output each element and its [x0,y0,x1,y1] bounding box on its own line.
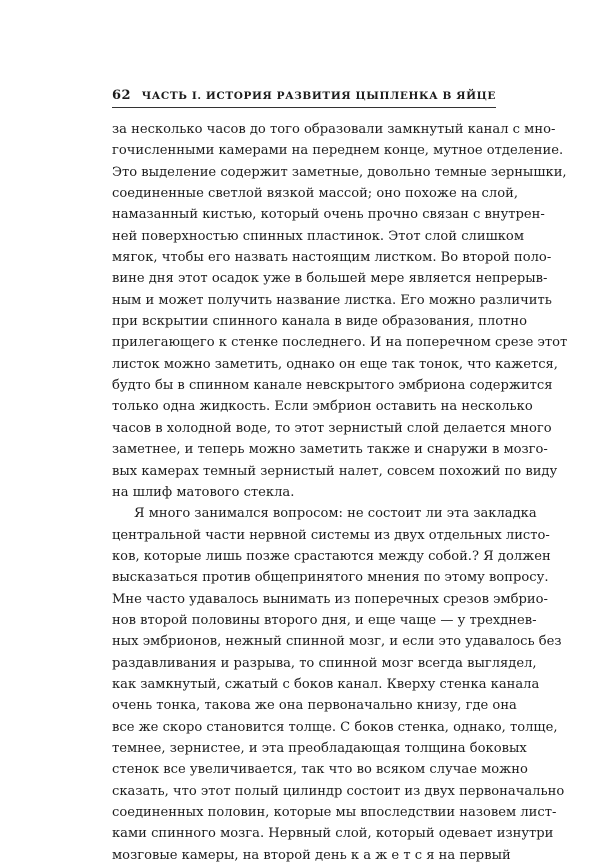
text-line: соединенных половин, которые мы впоследствии назовем лист- [112,805,557,820]
text-line: нов второй половины второго дня, и еще чаще — у трехднев- [112,612,537,628]
body-text [112,119,568,866]
text-line: стенок все увеличивается, так что во всяком случае можно [112,762,528,778]
text-line: высказаться против общепринятого мнения по этому вопросу. [112,570,549,586]
text-line: Мне часто удавалось вынимать из поперечных срезов эмбрио- [112,591,548,607]
text-line: прилегающего к стенке последнего. И на поперечном срезе этот [112,335,568,351]
text-line: мягок, чтобы его назвать настоящим листком. Во второй поло- [112,250,552,266]
text-line: раздавливания и разрыва, то спинной мозг всегда выглядел, [112,655,537,671]
text-line: ками спинного мозга. Нервный слой, который одевает изнутри [112,826,554,842]
text-line: ным и может получить название листка. Его можно различить [112,292,552,308]
header-rule [112,107,496,108]
text-line: на шлиф матового стекла. [112,484,295,500]
text-line: ней поверхностью спинных пластинок. Этот слой слишком [112,228,524,244]
text-line: будто бы в спинном канале невскрытого эмбриона содержится [112,378,553,394]
running-head [112,86,496,106]
text-line: вых камерах темный зернистый налет, совсем похожий по виду [112,463,558,479]
text-line: Я много занимался вопросом: не состоит ли эта закладка [134,506,537,522]
text-line: заметнее, и теперь можно заметить также и снаружи в мозго- [112,442,548,458]
text-line: при вскрытии спинного канала в виде образования, плотно [112,314,527,330]
text-line: соединенные светлой вязкой массой; оно похоже на слой, [112,186,518,202]
text-line: намазанный кистью, который очень прочно связан с внутрен- [112,207,545,223]
chapter-title: ЧАСТЬ I. ИСТОРИЯ РАЗВИТИЯ ЦЫПЛЕНКА В ЯЙЦЕ [141,90,496,102]
text-line: листок можно заметить, однако он еще так тонок, что кажется, [112,356,558,372]
text-line: гочисленными камерами на переднем конце, мутное отделение. [112,143,564,159]
text-line: очень тонка, такова же она первоначально книзу, где она [112,698,517,714]
text-line: как замкнутый, сжатый с боков канал. Кверху стенка канала [112,676,540,692]
text-line: часов в холодной воде, то этот зернистый слой делается много [112,420,552,436]
paragraph [112,503,565,866]
text-line: Это выделение содержит заметные, довольно темные зернышки, [112,164,567,180]
text-line: только одна жидкость. Если эмбрион оставить на несколько [112,399,533,415]
page-number: 62 [112,88,132,103]
text-line: ков, которые лишь позже срастаются между собой.? Я должен [112,548,551,564]
text-line: темнее, зернистее, и эта преобладающая толщина боковых [112,740,527,756]
text-line: сказать, что этот полый цилиндр состоит из двух первоначально [112,783,565,799]
text-line: все же скоро становится толще. С боков стенка, однако, толще, [112,719,558,735]
text-line: за несколько часов до того образовали замкнутый канал с мно- [112,122,556,137]
text-line: вине дня этот осадок уже в большей мере является непрерыв- [112,271,548,287]
paragraph [112,119,568,503]
text-line: центральной части нервной системы из двух отдельных листо- [112,527,550,543]
text-line: ных эмбрионов, нежный спинной мозг, и если это удавалось без [112,634,562,650]
text-line: мозговые камеры, на второй день к а ж е т с я на первый [112,847,511,863]
